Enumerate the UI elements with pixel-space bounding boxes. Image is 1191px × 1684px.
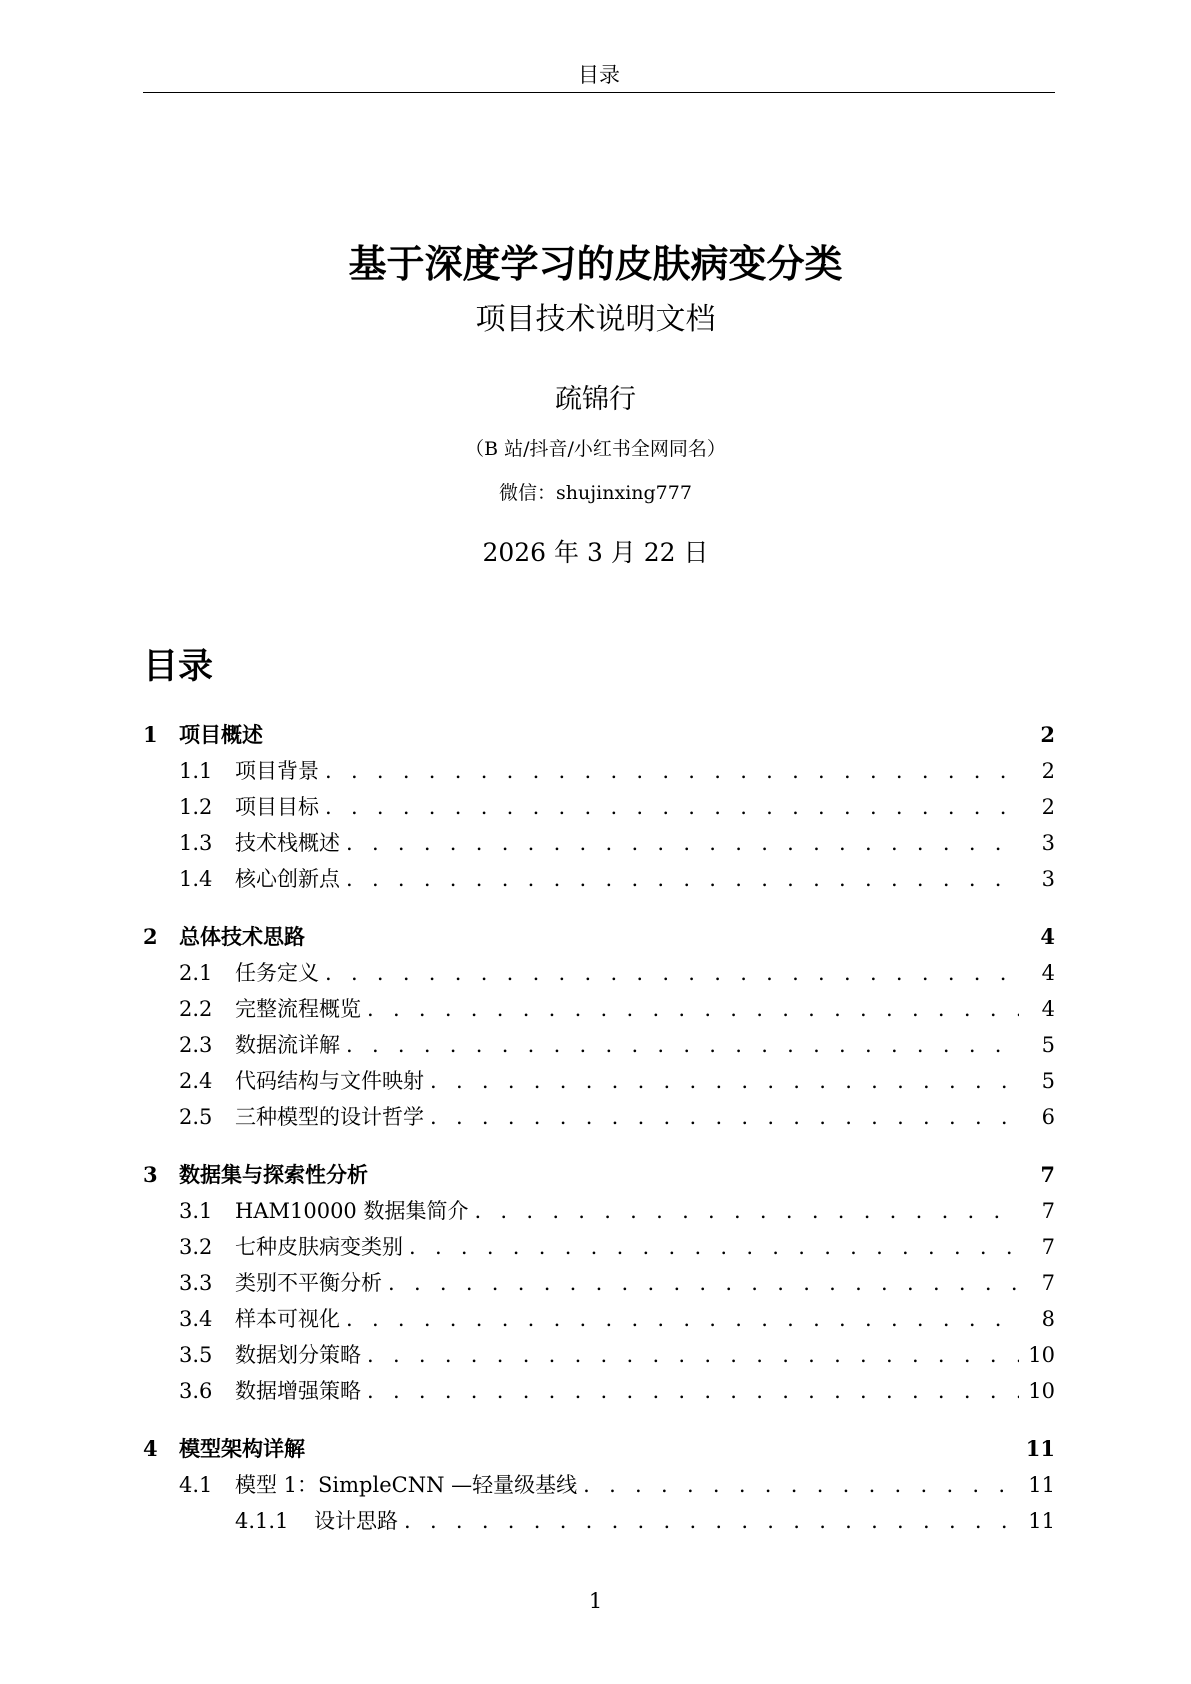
toc-section-number: 2.5 xyxy=(179,1105,213,1129)
header-rule xyxy=(143,92,1055,93)
toc-section-number: 3.6 xyxy=(179,1379,213,1403)
toc-section-title: HAM10000 数据集简介 xyxy=(235,1199,469,1223)
toc-page-number: 2 xyxy=(1041,759,1055,783)
toc-dot-leader xyxy=(367,1337,1019,1373)
toc-section[interactable] xyxy=(143,1229,1055,1265)
toc-section[interactable] xyxy=(143,991,1055,1027)
toc-section-title: 模型 1：SimpleCNN —轻量级基线 xyxy=(235,1473,578,1497)
toc-page-number: 5 xyxy=(1041,1033,1055,1057)
toc-section[interactable] xyxy=(143,1467,1055,1503)
toc-page-number: 4 xyxy=(1040,924,1055,949)
toc-page-number: 11 xyxy=(1028,1509,1055,1533)
toc-page-number: 3 xyxy=(1041,831,1055,855)
toc-section-title: 七种皮肤病变类别 xyxy=(235,1235,403,1259)
author-name: 疏锦行 xyxy=(555,384,636,415)
toc-section-number: 1.1 xyxy=(179,759,213,783)
toc-section[interactable] xyxy=(143,861,1055,897)
running-header: 目录 xyxy=(578,63,620,87)
table-of-contents xyxy=(143,717,1055,1539)
toc-page-number: 11 xyxy=(1025,1436,1055,1461)
toc-section[interactable] xyxy=(143,789,1055,825)
toc-dot-leader xyxy=(430,1063,1019,1099)
toc-section-number: 3.5 xyxy=(179,1343,213,1367)
toc-section-title: 任务定义 xyxy=(235,961,319,985)
toc-chapter[interactable] xyxy=(143,1157,1055,1193)
toc-page-number: 10 xyxy=(1028,1343,1055,1367)
toc-chapter-number: 4 xyxy=(143,1436,158,1461)
toc-section-number: 1.2 xyxy=(179,795,213,819)
toc-section[interactable] xyxy=(143,825,1055,861)
toc-section-title: 样本可视化 xyxy=(235,1307,340,1331)
toc-dot-leader xyxy=(388,1265,1019,1301)
toc-dot-leader xyxy=(367,991,1019,1027)
toc-section-number: 2.4 xyxy=(179,1069,213,1093)
toc-dot-leader xyxy=(346,825,1019,861)
toc-section[interactable] xyxy=(143,1337,1055,1373)
toc-chapter[interactable] xyxy=(143,717,1055,753)
toc-section-title: 核心创新点 xyxy=(235,867,340,891)
toc-dot-leader xyxy=(346,1027,1019,1063)
toc-section-number: 2.1 xyxy=(179,961,213,985)
toc-page-number: 4 xyxy=(1041,997,1055,1021)
toc-page-number: 6 xyxy=(1041,1105,1055,1129)
toc-section[interactable] xyxy=(143,1099,1055,1135)
toc-dot-leader xyxy=(404,1503,1019,1539)
toc-page-number: 7 xyxy=(1041,1199,1055,1223)
toc-chapter-title: 数据集与探索性分析 xyxy=(179,1162,368,1187)
toc-subsection-number: 4.1.1 xyxy=(235,1509,289,1533)
toc-section-number: 1.3 xyxy=(179,831,213,855)
toc-section-number: 2.3 xyxy=(179,1033,213,1057)
toc-section[interactable] xyxy=(143,1027,1055,1063)
toc-dot-leader xyxy=(474,1193,1019,1229)
toc-section-title: 数据划分策略 xyxy=(235,1343,361,1367)
toc-section[interactable] xyxy=(143,1193,1055,1229)
toc-chapter[interactable] xyxy=(143,1431,1055,1467)
toc-section[interactable] xyxy=(143,753,1055,789)
toc-dot-leader xyxy=(583,1467,1019,1503)
toc-dot-leader xyxy=(346,861,1019,897)
toc-dot-leader xyxy=(325,789,1019,825)
toc-page-number: 10 xyxy=(1028,1379,1055,1403)
toc-section-title: 类别不平衡分析 xyxy=(235,1271,382,1295)
toc-dot-leader xyxy=(409,1229,1019,1265)
toc-page-number: 4 xyxy=(1041,961,1055,985)
toc-section-number: 3.1 xyxy=(179,1199,213,1223)
toc-heading: 目录 xyxy=(143,646,214,687)
toc-page-number: 7 xyxy=(1041,1271,1055,1295)
toc-section-title: 项目背景 xyxy=(235,759,319,783)
toc-section-title: 完整流程概览 xyxy=(235,997,361,1021)
toc-chapter-title: 项目概述 xyxy=(179,722,263,747)
toc-chapter-title: 总体技术思路 xyxy=(179,924,305,949)
toc-chapter-number: 2 xyxy=(143,924,158,949)
toc-section-title: 技术栈概述 xyxy=(235,831,340,855)
toc-section-number: 3.4 xyxy=(179,1307,213,1331)
toc-section-title: 数据增强策略 xyxy=(235,1379,361,1403)
toc-chapter[interactable] xyxy=(143,919,1055,955)
toc-section-number: 3.2 xyxy=(179,1235,213,1259)
toc-section[interactable] xyxy=(143,1373,1055,1409)
toc-dot-leader xyxy=(325,955,1019,991)
toc-page-number: 7 xyxy=(1041,1235,1055,1259)
author-wechat: 微信：shujinxing777 xyxy=(499,482,692,504)
toc-page-number: 3 xyxy=(1041,867,1055,891)
toc-dot-leader xyxy=(367,1373,1019,1409)
toc-section-title: 代码结构与文件映射 xyxy=(235,1069,424,1093)
document-date: 2026 年 3 月 22 日 xyxy=(482,538,709,567)
toc-section-number: 1.4 xyxy=(179,867,213,891)
toc-chapter-title: 模型架构详解 xyxy=(179,1436,305,1461)
toc-page-number: 8 xyxy=(1041,1307,1055,1331)
toc-section-title: 三种模型的设计哲学 xyxy=(235,1105,424,1129)
toc-page-number: 2 xyxy=(1040,722,1055,747)
toc-page-number: 7 xyxy=(1040,1162,1055,1187)
toc-chapter-number: 3 xyxy=(143,1162,158,1187)
toc-section-title: 项目目标 xyxy=(235,795,319,819)
author-aliases: （B 站/抖音/小红书全网同名） xyxy=(465,438,726,460)
toc-section-title: 数据流详解 xyxy=(235,1033,340,1057)
toc-dot-leader xyxy=(346,1301,1019,1337)
toc-subsection-title: 设计思路 xyxy=(314,1509,398,1533)
toc-section[interactable] xyxy=(143,1265,1055,1301)
toc-dot-leader xyxy=(325,753,1019,789)
document-title: 基于深度学习的皮肤病变分类 xyxy=(348,241,843,286)
toc-section-number: 2.2 xyxy=(179,997,213,1021)
page-number: 1 xyxy=(588,1589,603,1613)
toc-section[interactable] xyxy=(143,1063,1055,1099)
toc-section[interactable] xyxy=(143,955,1055,991)
toc-section[interactable] xyxy=(143,1301,1055,1337)
toc-page-number: 5 xyxy=(1041,1069,1055,1093)
toc-section-number: 4.1 xyxy=(179,1473,213,1497)
toc-section-number: 3.3 xyxy=(179,1271,213,1295)
document-subtitle: 项目技术说明文档 xyxy=(475,302,716,337)
toc-page-number: 2 xyxy=(1041,795,1055,819)
toc-subsection[interactable] xyxy=(143,1503,1055,1539)
toc-chapter-number: 1 xyxy=(143,722,158,747)
toc-page-number: 11 xyxy=(1028,1473,1055,1497)
toc-dot-leader xyxy=(430,1099,1019,1135)
